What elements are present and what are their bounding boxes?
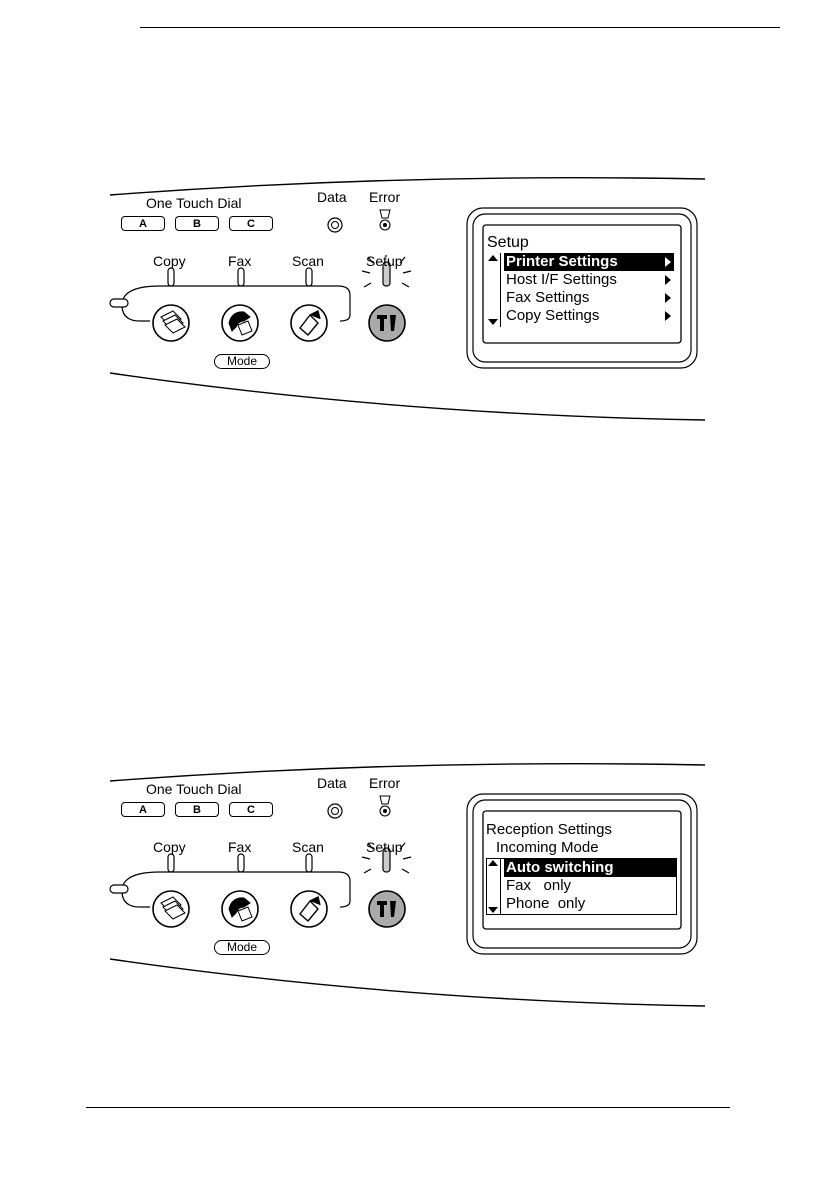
scroll-down-arrow-icon <box>488 907 498 913</box>
one-touch-key-b[interactable]: B <box>175 216 219 231</box>
one-touch-key-a[interactable]: A <box>121 802 165 817</box>
one-touch-key-c[interactable]: C <box>229 802 273 817</box>
copy-mode-label: Copy <box>153 253 186 269</box>
lcd-subtitle: Incoming Mode <box>496 839 599 856</box>
one-touch-key-c[interactable]: C <box>229 216 273 231</box>
menu-item-fax-settings[interactable] <box>504 289 674 307</box>
one-touch-key-b[interactable]: B <box>175 802 219 817</box>
scroll-down-arrow-icon <box>488 319 498 325</box>
data-indicator-label: Data <box>317 189 347 205</box>
submenu-arrow-icon <box>665 311 671 321</box>
error-indicator-label: Error <box>369 775 401 791</box>
copy-mode-label: Copy <box>153 839 186 855</box>
menu-item-printer-settings[interactable] <box>504 253 674 271</box>
option-auto-switching[interactable] <box>504 859 676 877</box>
menu-item-copy-settings[interactable] <box>504 307 674 325</box>
header-rule <box>140 27 780 28</box>
menu-item-label: Printer Settings <box>506 253 618 270</box>
option-label: Fax only <box>506 877 572 894</box>
lcd-title: Setup <box>487 234 529 251</box>
control-panel-illustration-2 <box>0 751 840 1011</box>
one-touch-dial-label: One Touch Dial <box>146 781 242 797</box>
option-phone-only[interactable] <box>504 895 674 913</box>
fax-mode-label: Fax <box>228 839 252 855</box>
mode-button[interactable]: Mode <box>214 940 270 955</box>
data-indicator-label: Data <box>317 775 347 791</box>
scan-button[interactable] <box>291 305 327 341</box>
scroll-up-arrow-icon <box>488 255 498 261</box>
footer-rule <box>86 1107 730 1108</box>
one-touch-key-a[interactable]: A <box>121 216 165 231</box>
menu-item-label: Host I/F Settings <box>506 271 617 288</box>
lcd-screen <box>486 817 678 927</box>
option-label: Auto switching <box>506 859 614 876</box>
scan-mode-label: Scan <box>292 839 324 855</box>
fax-mode-label: Fax <box>228 253 252 269</box>
scan-button[interactable] <box>291 891 327 927</box>
lcd-title: Reception Settings <box>486 821 612 838</box>
menu-item-label: Fax Settings <box>506 289 590 306</box>
panel-outline <box>0 751 840 1011</box>
submenu-arrow-icon <box>665 293 671 303</box>
fax-button[interactable] <box>222 305 258 341</box>
control-panel-illustration-1 <box>0 165 840 425</box>
menu-item-label: Copy Settings <box>506 307 600 324</box>
setup-button[interactable] <box>369 305 405 341</box>
copy-button[interactable] <box>153 305 189 341</box>
mode-button[interactable]: Mode <box>214 354 270 369</box>
one-touch-dial-label: One Touch Dial <box>146 195 242 211</box>
submenu-arrow-icon <box>665 257 671 267</box>
lcd-scrollbar <box>486 858 501 915</box>
copy-button[interactable] <box>153 891 189 927</box>
menu-item-host-if-settings[interactable] <box>504 271 674 289</box>
scroll-up-arrow-icon <box>488 860 498 866</box>
panel-outline <box>0 165 840 425</box>
option-label: Phone only <box>506 895 586 912</box>
scan-mode-label: Scan <box>292 253 324 269</box>
option-fax-only[interactable] <box>504 877 674 895</box>
lcd-screen <box>486 231 678 341</box>
lcd-scrollbar <box>486 253 501 327</box>
fax-button[interactable] <box>222 891 258 927</box>
setup-button[interactable] <box>369 891 405 927</box>
setup-mode-label: Setup <box>366 839 403 855</box>
submenu-arrow-icon <box>665 275 671 285</box>
setup-mode-label: Setup <box>366 253 403 269</box>
error-indicator-label: Error <box>369 189 401 205</box>
